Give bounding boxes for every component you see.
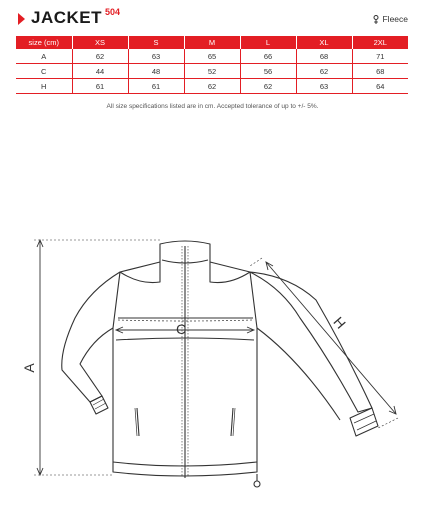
table-cell: 61 [72, 79, 128, 94]
table-cell: 68 [352, 64, 408, 79]
table-cell: 62 [72, 49, 128, 64]
table-cell: 63 [296, 79, 352, 94]
column-header: 2XL [352, 36, 408, 49]
label-a: A [21, 363, 37, 373]
table-cell: 64 [352, 79, 408, 94]
row-label: A [16, 49, 72, 64]
label-c: C [176, 321, 187, 337]
column-header: XL [296, 36, 352, 49]
column-header: S [128, 36, 184, 49]
column-header: XS [72, 36, 128, 49]
product-code: 504 [105, 7, 121, 17]
table-cell: 66 [240, 49, 296, 64]
table-cell: 52 [184, 64, 240, 79]
row-label: C [16, 64, 72, 79]
table-cell: 71 [352, 49, 408, 64]
table-cell: 62 [184, 79, 240, 94]
table-cell: 48 [128, 64, 184, 79]
column-header: L [240, 36, 296, 49]
table-cell: 62 [240, 79, 296, 94]
row-label: H [16, 79, 72, 94]
table-cell: 44 [72, 64, 128, 79]
size-note: All size specifications listed are in cm. Accepted tolerance of up to +/- 5%. [106, 103, 319, 110]
jacket-outline [62, 241, 378, 487]
table-cell: 62 [296, 64, 352, 79]
table-cell: 65 [184, 49, 240, 64]
dimension-h [250, 258, 398, 428]
table-cell: 56 [240, 64, 296, 79]
label-h: H [330, 313, 350, 332]
column-header: size (cm) [16, 36, 72, 49]
material-text: Fleece [382, 14, 408, 24]
table-cell: 68 [296, 49, 352, 64]
table-cell: 61 [128, 79, 184, 94]
table-cell: 63 [128, 49, 184, 64]
dimension-a [34, 240, 160, 475]
column-header: M [184, 36, 240, 49]
product-title: JACKET [31, 8, 103, 27]
